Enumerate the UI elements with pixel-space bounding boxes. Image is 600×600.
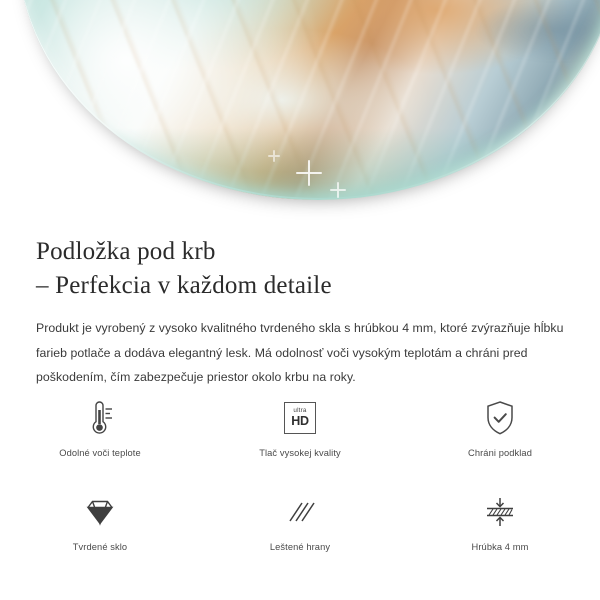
diamond-icon [82,490,118,534]
feature-item-protects-surface [400,392,600,472]
page-title-line-1: Podložka pod krb [36,238,216,265]
feature-caption: Odolné voči teplote [59,448,141,458]
glass-board-product-image [18,0,600,200]
feature-grid [0,392,600,566]
thermometer-icon [83,396,117,440]
feature-caption: Tlač vysokej kvality [259,448,341,458]
text-content [0,225,600,390]
page-title-line-2: – Perfekcia v každom detaile [36,271,332,299]
shield-check-icon [484,396,516,440]
feature-caption: Chráni podklad [468,448,532,458]
product-description: Produkt je vyrobený z vysoko kvalitného tvrdeného skla s hrúbkou 4 mm, ktoré zvýrazňuje hĺbku farieb potlače a dodáva elegantný lesk. Má odolnosť voči vysokým teplotám a chráni pred poškodením, čím zabezpečuje priestor okolo krbu na roky. [36,321,564,385]
polished-edges-icon [282,490,318,534]
feature-caption: Tvrdené sklo [72,542,128,552]
hero-image [0,0,600,225]
feature-item-heat-resistant [0,392,200,472]
ultra-hd-badge-main: HD [291,414,309,429]
page-title [0,225,600,302]
feature-caption: Leštené hrany [269,542,331,552]
feature-item-print-quality [200,392,400,472]
feature-caption: Hrúbka 4 mm [471,542,529,552]
ultra-hd-badge-top: ultra [293,407,307,415]
ultra-hd-icon [284,396,316,440]
thickness-arrows-icon [480,490,520,534]
feature-item-polished-edges [200,486,400,566]
feature-item-tempered-glass [0,486,200,566]
feature-item-thickness [400,486,600,566]
